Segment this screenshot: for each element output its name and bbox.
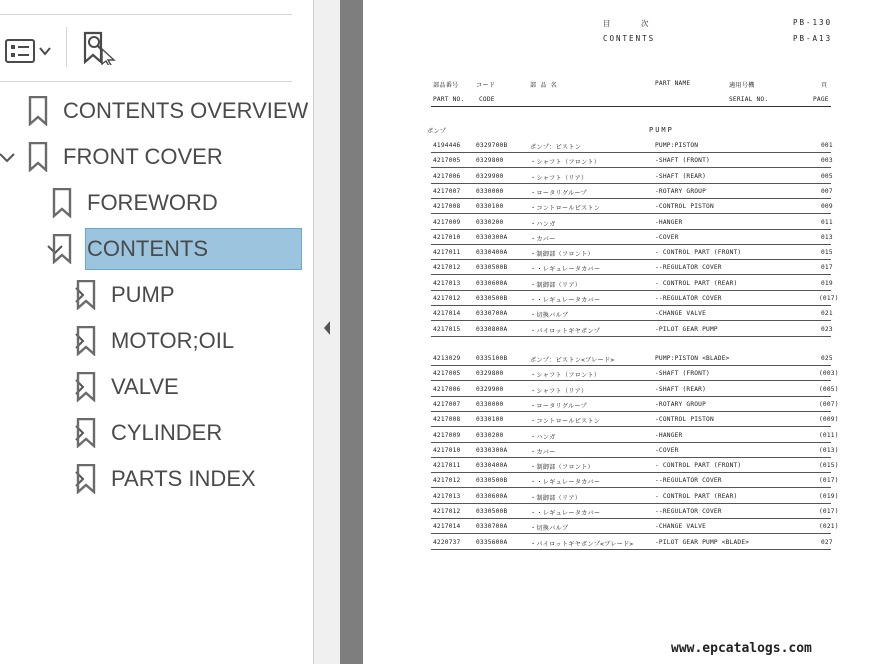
cell-code: 0335600A	[476, 538, 508, 546]
cell-page: (005)	[819, 385, 839, 393]
cell-code: 0330700A	[476, 310, 508, 318]
cell-page: (003)	[819, 370, 839, 378]
cell-name_jp: ・ハンガ	[530, 433, 556, 441]
cell-name_jp: ・・レギュレータカバー	[530, 297, 601, 304]
cell-part_no: 4217006	[433, 385, 461, 393]
cell-name_jp: ・ロータリグループ	[530, 402, 587, 410]
cell-code: 0329900	[476, 385, 504, 393]
cell-page: (021)	[819, 523, 839, 531]
cell-page: (007)	[819, 400, 839, 408]
bookmark-item-valve[interactable]	[0, 370, 310, 404]
cell-page: 021	[821, 310, 833, 318]
doc-title-jp: 目 次	[603, 19, 651, 28]
bookmark-item-pump[interactable]	[0, 278, 310, 312]
bookmark-icon	[28, 142, 48, 172]
cell-part_no: 4217012	[433, 508, 461, 515]
cell-part_name: -SHAFT (FRONT)	[655, 370, 710, 378]
cell-page: 005	[821, 172, 833, 180]
cell-part_no: 4217012	[433, 264, 461, 272]
col-code-jp: コード	[476, 82, 496, 89]
cell-part_no: 4217007	[433, 400, 461, 408]
cell-code: 0329800	[476, 370, 504, 378]
cell-code: 0330300A	[476, 446, 508, 454]
cell-page: (011)	[819, 431, 839, 439]
section-title-en: PUMP	[649, 126, 674, 134]
bookmark-label: FRONT COVER	[63, 144, 223, 169]
cell-part_name: -CHANGE VALVE	[655, 523, 707, 531]
bookmark-label: CONTENTS OVERVIEW	[63, 98, 309, 123]
cell-part_name: -COVER	[655, 446, 679, 454]
doc-code-top: PB-130	[793, 18, 833, 27]
cell-part_name: -PILOT GEAR PUMP <BLADE>	[655, 538, 750, 546]
cell-name_jp: ・シャフト（リア）	[530, 174, 588, 182]
cell-code: 0329900	[476, 172, 504, 180]
cell-code: 0330400A	[476, 462, 508, 470]
cell-page: (019)	[819, 492, 839, 500]
doc-title-en: CONTENTS	[603, 34, 656, 43]
cell-page: (013)	[819, 446, 839, 454]
cell-name_jp: ・制御部（フロント）	[530, 251, 594, 259]
cell-part_no: 4217010	[433, 233, 461, 241]
bookmark-label: CYLINDER	[111, 420, 223, 445]
cell-part_name: - CONTROL PART (FRONT)	[655, 462, 742, 470]
cell-part_name: -CONTROL PISTON	[655, 203, 714, 211]
cell-name_jp: ・・レギュレータカバー	[530, 479, 601, 487]
cell-page: (017)	[819, 295, 839, 302]
cell-part_name: --REGULATOR COVER	[655, 508, 722, 515]
cell-part_name: -SHAFT (REAR)	[655, 385, 707, 393]
cell-name_jp: ・シャフト（フロント）	[530, 372, 601, 380]
cell-page: 027	[821, 538, 833, 546]
bookmark-item-motor-oil[interactable]	[0, 324, 310, 358]
cell-page: 015	[821, 249, 833, 257]
watermark: www.epcatalogs.com	[671, 641, 812, 656]
cell-name_jp: ポンプ：ピストン	[530, 144, 582, 151]
cell-code: 0329800	[476, 157, 504, 165]
cell-page: 001	[821, 142, 833, 149]
cell-page: 003	[821, 157, 833, 165]
cell-page: 019	[821, 279, 833, 287]
cell-code: 0330500B	[476, 264, 508, 272]
cell-name_jp: ・シャフト（フロント）	[530, 159, 601, 167]
cell-part_no: 4217014	[433, 523, 461, 531]
bookmark-item-foreword[interactable]	[0, 186, 310, 220]
cell-part_no: 4217013	[433, 492, 461, 500]
col-part-no-jp: 部品番号	[433, 82, 459, 89]
collapse-panel-button[interactable]	[321, 320, 333, 336]
cell-part_no: 4217008	[433, 203, 461, 211]
cell-name_jp: ・・レギュレータカバー	[530, 266, 601, 274]
cell-code: 0329700B	[476, 142, 508, 149]
section-title-jp: ポンプ	[427, 128, 447, 135]
cell-page: 013	[821, 233, 833, 241]
cell-code: 0330600A	[476, 492, 508, 500]
list-options-icon	[4, 39, 54, 63]
bookmark-icon	[52, 188, 72, 218]
cell-part_name: -HANGER	[655, 218, 683, 226]
cell-part_name: -SHAFT (FRONT)	[655, 157, 710, 165]
chevron-down-icon[interactable]	[0, 148, 16, 166]
toolbar-separator	[66, 27, 67, 67]
bookmark-item-parts-index[interactable]	[0, 462, 310, 496]
cell-code: 0330000	[476, 187, 504, 195]
cell-part_name: -ROTARY GROUP	[655, 187, 707, 195]
bookmark-label: FOREWORD	[87, 190, 218, 215]
cell-name_jp: ・パイロットギヤポンプ	[530, 327, 601, 335]
cell-part_name: --REGULATOR COVER	[655, 264, 722, 272]
cell-part_name: - CONTROL PART (FRONT)	[655, 249, 742, 257]
bookmark-label: MOTOR;OIL	[111, 328, 235, 353]
bookmark-search-icon	[82, 31, 116, 65]
col-code: CODE	[479, 96, 495, 103]
cell-part_no: 4217013	[433, 279, 461, 287]
panel-splitter[interactable]	[314, 0, 340, 664]
cell-name_jp: ・ハンガ	[530, 220, 556, 228]
cell-part_name: -SHAFT (REAR)	[655, 172, 707, 180]
cell-part_name: -ROTARY GROUP	[655, 400, 707, 408]
bookmark-label: VALVE	[111, 374, 179, 399]
cell-code: 0330300A	[476, 233, 508, 241]
cell-code: 0330600A	[476, 279, 508, 287]
bookmark-item-cylinder[interactable]	[0, 416, 310, 450]
bookmark-icon	[28, 96, 48, 126]
cell-part_name: --REGULATOR COVER	[655, 295, 722, 302]
cell-name_jp: ・切換バルブ	[530, 525, 569, 533]
cell-part_no: 4217012	[433, 477, 461, 485]
cell-part_name: -PILOT GEAR PUMP	[655, 325, 718, 333]
cell-page: (017)	[819, 477, 839, 485]
cell-part_no: 4220737	[433, 538, 461, 546]
cell-name_jp: ・カバー	[530, 448, 556, 456]
cell-code: 0330200	[476, 431, 504, 439]
cell-part_no: 4217005	[433, 370, 461, 378]
col-part-no: PART NO.	[433, 96, 465, 103]
cell-part_name: PUMP:PISTON <BLADE>	[655, 355, 730, 362]
cell-part_no: 4217006	[433, 172, 461, 180]
cell-code: 0330700A	[476, 523, 508, 531]
bookmark-icon	[76, 280, 96, 310]
cell-code: 0330500B	[476, 295, 508, 302]
col-page-jp: 頁	[821, 82, 828, 89]
cell-name_jp: ・コントロールピストン	[530, 418, 601, 426]
cell-code: 0330000	[476, 400, 504, 408]
bookmark-icon	[76, 464, 96, 494]
cell-part_name: PUMP:PISTON	[655, 142, 699, 149]
cell-part_name: --REGULATOR COVER	[655, 477, 722, 485]
bookmark-label: PARTS INDEX	[111, 466, 256, 491]
cell-code: 0330500B	[476, 508, 508, 515]
cell-name_jp: ・ロータリグループ	[530, 189, 587, 197]
cell-page: 011	[821, 218, 833, 226]
cell-page: 017	[821, 264, 833, 272]
cell-name_jp: ・制御部（フロント）	[530, 464, 594, 472]
col-part-name: PART NAME	[655, 80, 691, 87]
doc-code-bottom: PB-A13	[793, 34, 833, 43]
col-serial-no: SERIAL NO.	[729, 96, 769, 103]
options-menu-button[interactable]	[4, 39, 54, 63]
bookmarks-toolbar	[0, 14, 292, 82]
cell-name_jp: ・制御部（リア）	[530, 494, 582, 502]
cell-part_name: - CONTROL PART (REAR)	[655, 492, 738, 500]
cell-part_no: 4217014	[433, 310, 461, 318]
cell-page: (009)	[819, 416, 839, 424]
col-serial-jp: 適用号機	[729, 82, 755, 89]
cell-name_jp: ・コントロールピストン	[530, 205, 601, 213]
cell-page: (017)	[819, 508, 839, 515]
cell-page: 025	[821, 355, 833, 362]
bookmark-label: PUMP	[111, 282, 175, 307]
cell-code: 0330500B	[476, 477, 508, 485]
cell-name_jp: ・シャフト（リア）	[530, 387, 588, 395]
cell-name_jp: ・カバー	[530, 235, 556, 243]
col-name-jp: 部 品 名	[530, 82, 558, 89]
bookmark-item-front-cover[interactable]	[0, 140, 310, 174]
cell-name_jp: ・制御部（リア）	[530, 281, 582, 289]
cell-code: 0335100B	[476, 355, 508, 362]
cell-name_jp: ・パイロットギヤポンプ<ブレード>	[530, 540, 634, 548]
cell-part_no: 4217009	[433, 431, 461, 439]
bookmark-icon	[76, 326, 96, 356]
cell-part_no: 4217005	[433, 157, 461, 165]
col-page: PAGE	[813, 96, 829, 103]
cell-part_no: 4217012	[433, 295, 461, 302]
document-page	[363, 0, 882, 664]
bookmark-item-contents[interactable]	[0, 232, 310, 266]
cell-page: 023	[821, 325, 833, 333]
cell-code: 0330100	[476, 416, 504, 424]
cell-part_no: 4217009	[433, 218, 461, 226]
cell-part_no: 4213029	[433, 355, 461, 362]
cell-part_name: -HANGER	[655, 431, 683, 439]
cell-part_name: -COVER	[655, 233, 679, 241]
cell-name_jp: ・切換バルブ	[530, 312, 569, 320]
cell-page: 009	[821, 203, 833, 211]
cell-part_no: 4217010	[433, 446, 461, 454]
cell-part_no: 4217011	[433, 249, 461, 257]
cell-part_name: - CONTROL PART (REAR)	[655, 279, 738, 287]
cell-code: 0330800A	[476, 325, 508, 333]
cell-code: 0330200	[476, 218, 504, 226]
cell-part_no: 4217011	[433, 462, 461, 470]
bookmark-label: CONTENTS	[87, 236, 208, 261]
cell-part_no: 4217007	[433, 187, 461, 195]
cell-name_jp: ・・レギュレータカバー	[530, 510, 601, 517]
bookmark-icon	[52, 234, 72, 264]
cell-part_name: -CHANGE VALVE	[655, 310, 707, 318]
cell-code: 0330400A	[476, 249, 508, 257]
bookmark-icon	[76, 372, 96, 402]
bookmark-item-contents-overview[interactable]	[0, 94, 310, 128]
cell-code: 0330100	[476, 203, 504, 211]
chevron-left-icon	[321, 320, 333, 336]
cell-part_no: 4217008	[433, 416, 461, 424]
find-bookmark-button[interactable]	[82, 31, 116, 65]
cell-page: (015)	[819, 462, 839, 470]
cell-page: 007	[821, 187, 833, 195]
cell-part_name: -CONTROL PISTON	[655, 416, 714, 424]
cell-name_jp: ポンプ：ピストン<ブレード>	[530, 357, 615, 364]
cell-part_no: 4217015	[433, 325, 461, 333]
bookmark-icon	[76, 418, 96, 448]
cell-part_no: 4194446	[433, 142, 461, 149]
bookmarks-panel	[0, 0, 313, 664]
